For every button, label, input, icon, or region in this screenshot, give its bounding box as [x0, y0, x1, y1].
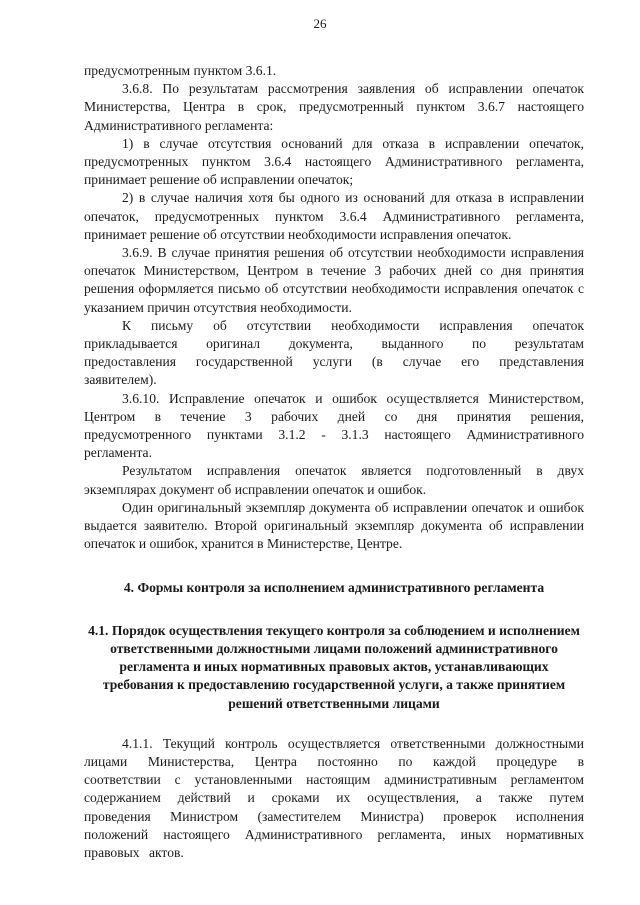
subsection-heading: 4.1. Порядок осуществления текущего контроля за соблюдением и исполнением ответственными должностными лицами положений административного регламента и иных нормативных правовых актов, устанавливающих требования к предоставлению государственной услуги, а также принятием решений ответственными лицами: [88, 622, 580, 711]
paragraph-letter-attachment: К письму об отсутствии необходимости исправления опечаток прикладывается оригинал документа, выданного по результатам предоставления государственной услуги (в случае его представления заявителем).: [84, 317, 584, 388]
page-number: 26: [313, 16, 327, 31]
paragraph-4-1-1: 4.1.1. Текущий контроль осуществляется ответственными должностными лицами Министерства, Центра постоянно по каждой процедуре в соответствии с установленными настоящим административным регламентом содержанием действий и сроками их осуществления, а также путем проведения Министром (заместителем Министра) проверок исполнения положений настоящего Административного регламента, иных нормативных правовых актов.: [84, 735, 584, 860]
paragraph-continuation: предусмотренным пунктом 3.6.1.: [84, 63, 277, 78]
section-heading: 4. Формы контроля за исполнением административного регламента: [123, 580, 545, 596]
paragraph-item-2: 2) в случае наличия хотя бы одного из оснований для отказа в исправлении опечаток, предусмотренных пунктом 3.6.4 Административного регламента, принимает решение об отсутствии необходимости исправления опечаток.: [84, 190, 584, 242]
paragraph-3-6-10: 3.6.10. Исправление опечаток и ошибок осуществляется Министерством, Центром в течение 3 рабочих дней со дня принятия решения, предусмотренного пунктами 3.1.2 - 3.1.3 настоящего Административного регламента.: [84, 390, 584, 461]
document-body: [84, 62, 584, 862]
paragraph-item-1: 1) в случае отсутствия оснований для отказа в исправлении опечаток, предусмотренных пунктом 3.6.4 настоящего Административного регламента, принимает решение об исправлении опечаток;: [84, 135, 584, 188]
paragraph-result: Результатом исправления опечаток является подготовленный в двух экземплярах документ об исправлении опечаток и ошибок.: [84, 463, 584, 497]
paragraph-3-6-8: 3.6.8. По результатам рассмотрения заявления об исправлении опечаток Министерства, Центра в срок, предусмотренный пунктом 3.6.7 настоящего Административного регламента:: [84, 81, 584, 133]
paragraph-3-6-9: 3.6.9. В случае принятия решения об отсутствии необходимости исправления опечаток Министерством, Центром в течение 3 рабочих дней со дня принятия решения оформляется письмо об отсутствии необходимости исправления опечаток с указанием причин отсутствия необходимости.: [84, 245, 584, 315]
paragraph-original-copy: Один оригинальный экземпляр документа об исправлении опечаток и ошибок выдается заявителю. Второй оригинальный экземпляр документа об исправлении опечаток и ошибок, хранится в Министерстве, Центре.: [84, 499, 584, 552]
